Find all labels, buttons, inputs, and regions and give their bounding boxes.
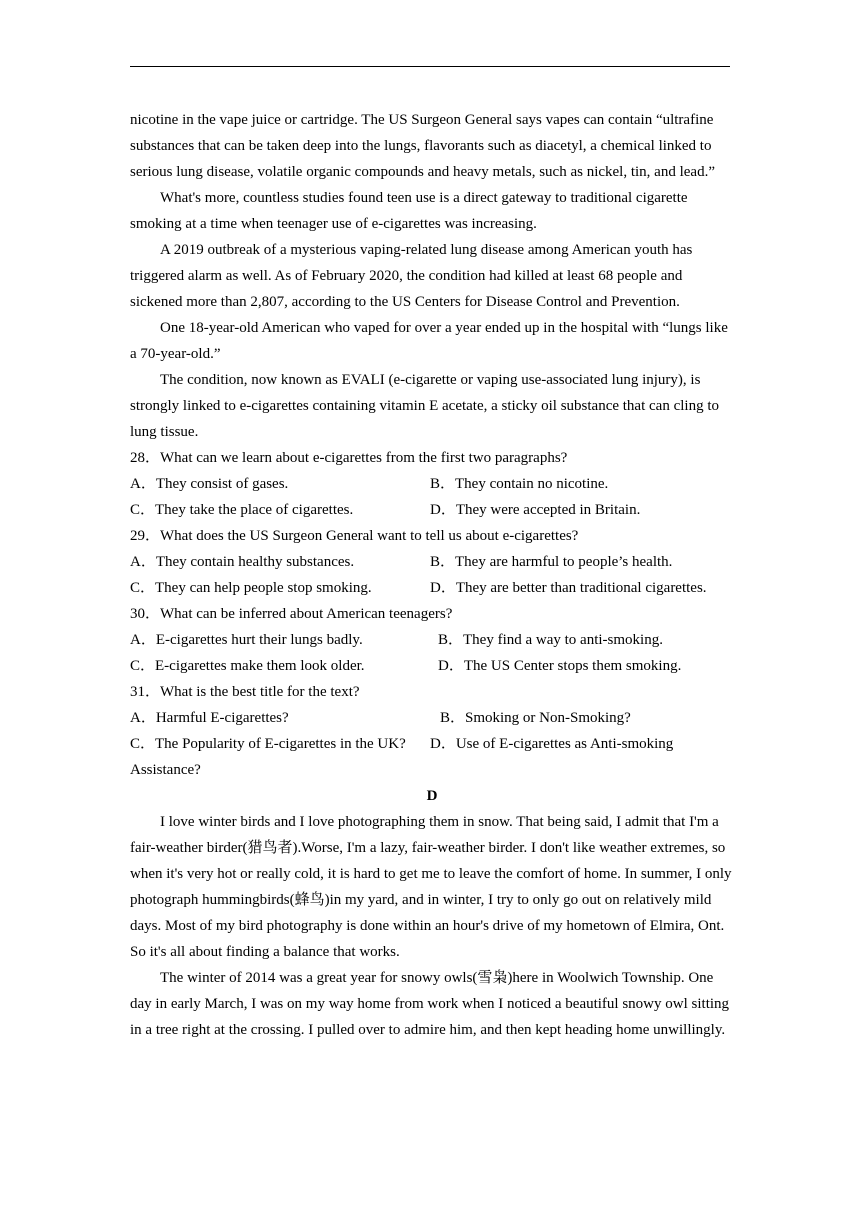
question-29-option-b: B．They are harmful to people’s health. bbox=[430, 554, 673, 570]
question-31-option-c: C．The Popularity of E-cigarettes in the UK? bbox=[130, 736, 406, 752]
passage-c-paragraph-1: nicotine in the vape juice or cartridge. The US Surgeon General says vapes can contain “ultrafine substances that can be taken deep into the lungs, flavorants such as diacetyl, a chemical linked to serious lung disease, volatile organic compounds and heavy metals, such as nickel, tin, and lead.” bbox=[130, 112, 715, 180]
question-29-option-c: C．They can help people stop smoking. bbox=[130, 580, 372, 596]
question-30-option-b: B．They find a way to anti-smoking. bbox=[438, 632, 663, 648]
question-31-options-row-2 bbox=[130, 731, 734, 757]
question-28-option-a: A．They consist of gases. bbox=[130, 476, 289, 492]
passage-c-paragraph-2: What's more, countless studies found teen use is a direct gateway to traditional cigarette smoking at a time when teenager use of e-cigarettes was increasing. bbox=[130, 190, 688, 232]
passage-c-paragraph-5: The condition, now known as EVALI (e-cigarette or vaping use-associated lung injury), is strongly linked to e-cigarettes containing vitamin E acetate, a sticky oil substance that can cling to lung tissue. bbox=[130, 372, 719, 440]
question-29-options-row-2 bbox=[130, 575, 734, 601]
question-30-options-row-1 bbox=[130, 627, 734, 653]
question-30-options-row-2 bbox=[130, 653, 734, 679]
question-29-options-row-1 bbox=[130, 549, 734, 575]
question-28-option-d: D．They were accepted in Britain. bbox=[430, 502, 641, 518]
question-31-option-a: A．Harmful E-cigarettes? bbox=[130, 710, 289, 726]
section-d-heading: D bbox=[426, 788, 438, 804]
passage-d-paragraph-2: The winter of 2014 was a great year for snowy owls(雪枭)here in Woolwich Township. One day in early March, I was on my way home from work when I noticed a beautiful snowy owl sitting in a tree right at the crossing. I pulled over to admire him, and then kept heading home unwillingly. bbox=[130, 970, 730, 1038]
question-31-options-row-1 bbox=[130, 705, 734, 731]
question-29-stem: 29．What does the US Surgeon General want to tell us about e-cigarettes? bbox=[130, 528, 579, 544]
passage-d-paragraph-1: I love winter birds and I love photographing them in snow. That being said, I admit that I'm a fair-weather birder(猎鸟者).Worse, I'm a lazy, fair-weather birder. I don't like weather extremes, so when it's very hot or really cold, it is hard to get me to leave the comfort of home. In summer, I only photograph hummingbirds(蜂鸟)in my yard, and in winter, I try to only go out on relatively mild days. Most of my bird photography is done within an hour's drive of my hometown of Elmira, Ont. So it's all about finding a balance that works. bbox=[130, 814, 732, 960]
question-29-option-a: A．They contain healthy substances. bbox=[130, 554, 355, 570]
question-28-options-row-1 bbox=[130, 471, 734, 497]
question-28-option-c: C．They take the place of cigarettes. bbox=[130, 502, 354, 518]
question-30-option-d: D．The US Center stops them smoking. bbox=[438, 658, 682, 674]
header-rule bbox=[130, 66, 730, 67]
passage-c-paragraph-4: One 18-year-old American who vaped for over a year ended up in the hospital with “lungs like a 70-year-old.” bbox=[130, 320, 728, 362]
question-31-option-d-continued: Assistance? bbox=[130, 762, 201, 778]
question-28-stem: 28．What can we learn about e-cigarettes from the first two paragraphs? bbox=[130, 450, 568, 466]
question-30-stem: 30．What can be inferred about American teenagers? bbox=[130, 606, 453, 622]
question-31-option-d: D．Use of E-cigarettes as Anti-smoking bbox=[430, 736, 674, 752]
question-30-option-c: C．E-cigarettes make them look older. bbox=[130, 658, 365, 674]
question-28-options-row-2 bbox=[130, 497, 734, 523]
question-28-option-b: B．They contain no nicotine. bbox=[430, 476, 609, 492]
page-content bbox=[130, 107, 734, 1043]
question-30-option-a: A．E-cigarettes hurt their lungs badly. bbox=[130, 632, 363, 648]
question-31-stem: 31．What is the best title for the text? bbox=[130, 684, 360, 700]
question-31-option-b: B．Smoking or Non-Smoking? bbox=[440, 710, 631, 726]
passage-c-paragraph-3: A 2019 outbreak of a mysterious vaping-related lung disease among American youth has triggered alarm as well. As of February 2020, the condition had killed at least 68 people and sickened more than 2,807, according to the US Centers for Disease Control and Prevention. bbox=[130, 242, 693, 310]
question-29-option-d: D．They are better than traditional cigarettes. bbox=[430, 580, 707, 596]
